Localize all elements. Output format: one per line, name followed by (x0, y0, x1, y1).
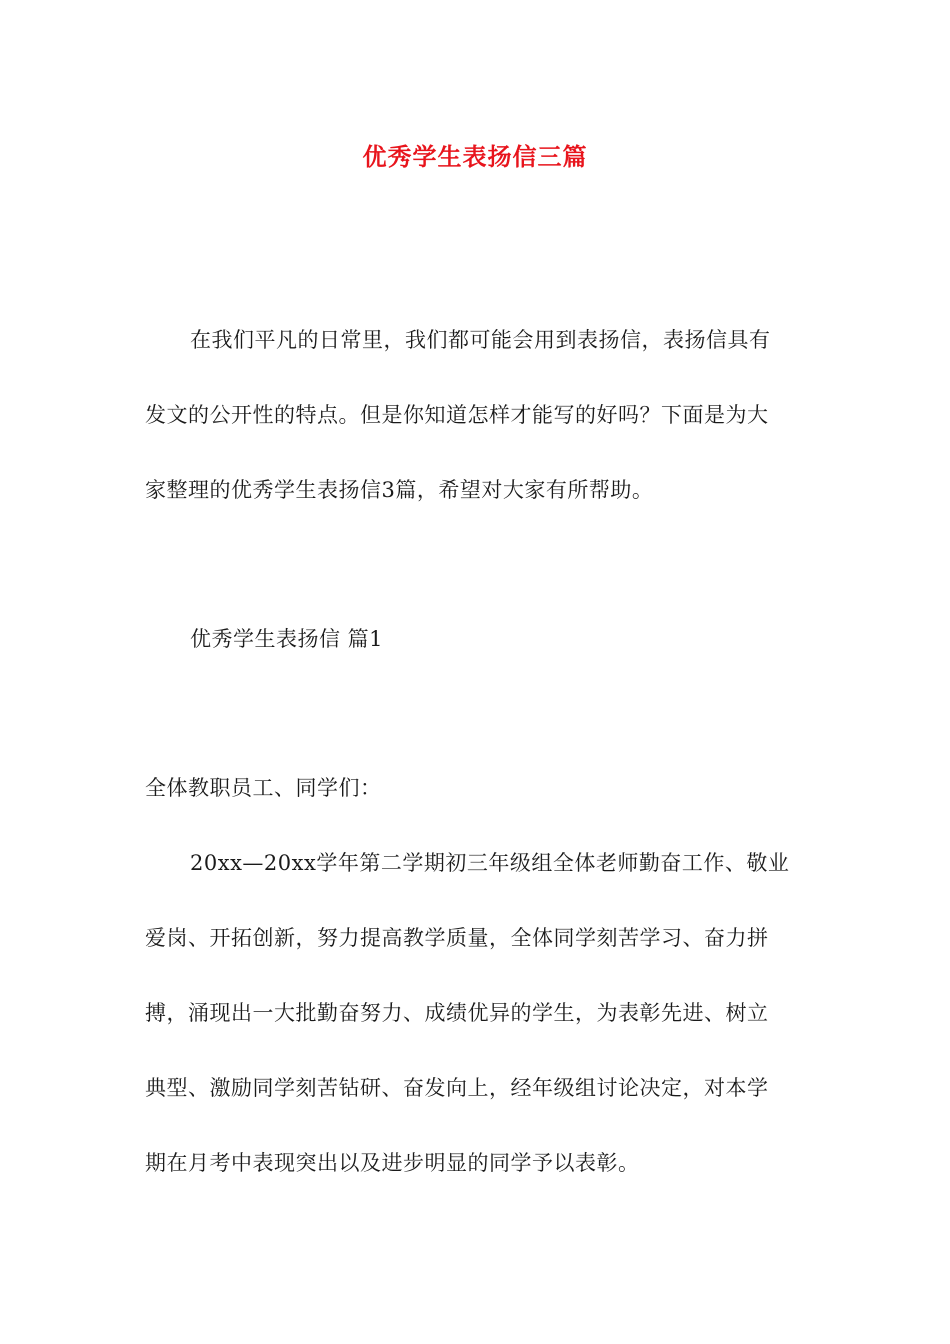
body-line-3: 搏，涌现出一大批勤奋努力、成绩优异的学生，为表彰先进、树立 (145, 1001, 769, 1025)
section-heading: 优秀学生表扬信 篇1 (190, 627, 384, 651)
body-line-1: 20xx—20xx学年第二学期初三年级组全体老师勤奋工作、敬业 (190, 851, 790, 875)
body-line-4: 典型、激励同学刻苦钻研、奋发向上，经年级组讨论决定，对本学 (145, 1076, 769, 1100)
salutation: 全体教职员工、同学们： (145, 776, 382, 800)
intro-line-2: 发文的公开性的特点。但是你知道怎样才能写的好吗？下面是为大 (145, 403, 769, 427)
body-line-5: 期在月考中表现突出以及进步明显的同学予以表彰。 (145, 1151, 640, 1175)
body-line-2: 爱岗、开拓创新，努力提高教学质量，全体同学刻苦学习、奋力拼 (145, 926, 769, 950)
document-title: 优秀学生表扬信三篇 (362, 142, 588, 171)
intro-line-1: 在我们平凡的日常里，我们都可能会用到表扬信，表扬信具有 (190, 328, 771, 352)
intro-line-3: 家整理的优秀学生表扬信3篇，希望对大家有所帮助。 (145, 478, 654, 502)
